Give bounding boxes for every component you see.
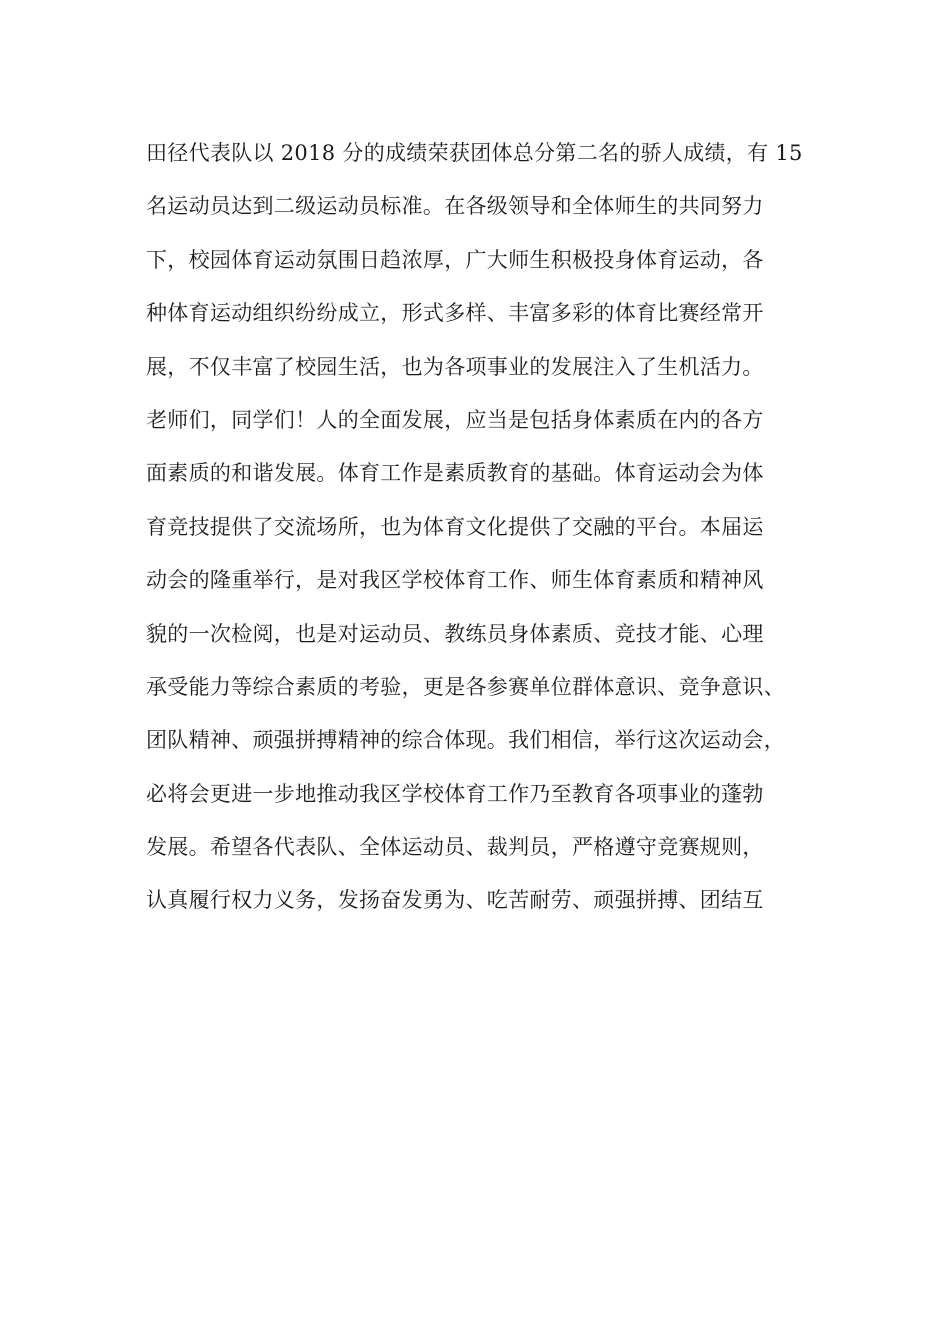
text-line: 展，不仅丰富了校园生活，也为各项事业的发展注入了生机活力。 xyxy=(146,354,764,379)
text-line: 田径代表队以 2018 分的成绩荣获团体总分第二名的骄人成绩，有 15 xyxy=(146,141,803,165)
text-line: 老师们，同学们！人的全面发展，应当是包括身体素质在内的各方 xyxy=(146,407,764,432)
text-line: 承受能力等综合素质的考验，更是各参赛单位群体意识、竞争意识、 xyxy=(146,674,785,699)
document-body xyxy=(146,136,836,937)
text-line: 团队精神、顽强拼搏精神的综合体现。我们相信，举行这次运动会， xyxy=(146,728,785,753)
text-line: 下，校园体育运动氛围日趋浓厚，广大师生积极投身体育运动，各 xyxy=(146,247,764,272)
text-line: 必将会更进一步地推动我区学校体育工作乃至教育各项事业的蓬勃 xyxy=(146,781,764,806)
text-line: 发展。希望各代表队、全体运动员、裁判员，严格遵守竞赛规则， xyxy=(146,835,764,860)
text-line: 认真履行权力义务，发扬奋发勇为、吃苦耐劳、顽强拼搏、团结互 xyxy=(146,888,764,913)
text-line: 名运动员达到二级运动员标准。在各级领导和全体师生的共同努力 xyxy=(146,194,764,219)
text-line: 面素质的和谐发展。体育工作是素质教育的基础。体育运动会为体 xyxy=(146,461,764,486)
text-line: 种体育运动组织纷纷成立，形式多样、丰富多彩的体育比赛经常开 xyxy=(146,301,764,326)
text-line: 动会的隆重举行，是对我区学校体育工作、师生体育素质和精神风 xyxy=(146,568,764,593)
text-line: 貌的一次检阅，也是对运动员、教练员身体素质、竞技才能、心理 xyxy=(146,621,764,646)
text-line: 育竞技提供了交流场所，也为体育文化提供了交融的平台。本届运 xyxy=(146,514,764,539)
